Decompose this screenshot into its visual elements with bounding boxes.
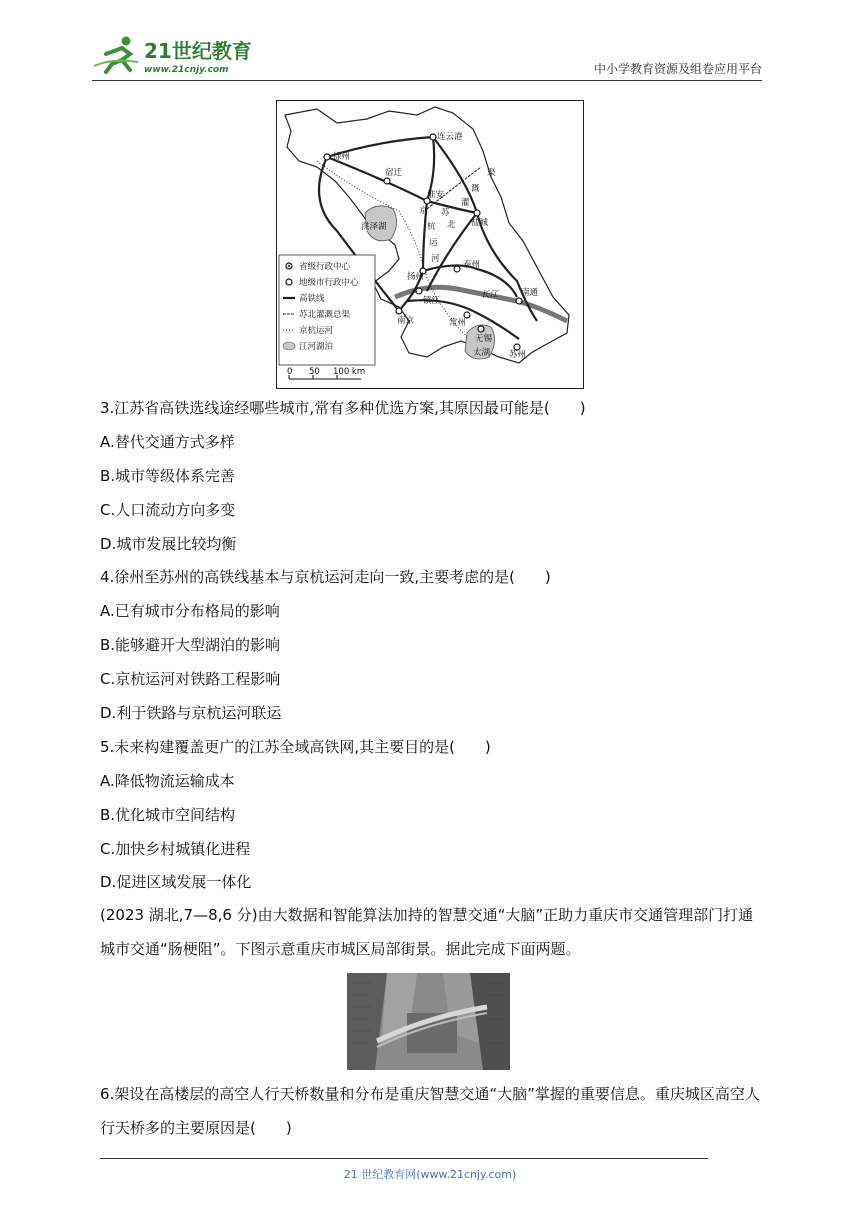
header-rule — [92, 80, 762, 81]
footer-text: 21 世纪教育网(www.21cnjy.com) — [343, 1168, 517, 1181]
question-4-option-a: A.已有城市分布格局的影响 — [100, 602, 280, 620]
question-3-option-c: C.人口流动方向多变 — [100, 501, 236, 519]
legend-water: 江河湖泊 — [299, 342, 334, 352]
logo-url: www.21cnjy.com — [144, 65, 229, 75]
label-nanjing: 南京 — [397, 316, 415, 326]
question-4-stem: 4.徐州至苏州的高铁线基本与京杭运河走向一致,主要考虑的是( ) — [100, 568, 551, 586]
legend-grand-canal: 京杭运河 — [299, 326, 334, 336]
label-suqian: 宿迁 — [385, 168, 403, 178]
label-qu-2: 溉 — [471, 184, 480, 194]
jiangsu-railway-map — [276, 100, 584, 389]
logo — [92, 34, 292, 76]
legend-prefecture-center: 地级市行政中心 — [299, 278, 359, 288]
label-canal-4: 河 — [431, 254, 440, 264]
label-huaian: 淮安 — [427, 190, 445, 200]
label-qu-1: 渠 — [487, 168, 496, 178]
label-changjiang: 长江 — [481, 290, 499, 300]
label-canal-1: 京 — [419, 206, 428, 216]
label-zhenjiang: 镇江 — [423, 296, 441, 306]
legend-railway: 高铁线 — [299, 294, 325, 304]
question-5-option-c: C.加快乡村城镇化进程 — [100, 840, 251, 858]
label-taizhou: 泰州 — [463, 260, 481, 270]
label-subei-2: 北 — [447, 220, 456, 230]
label-lianyungang: 连云港 — [437, 132, 463, 142]
footer-rule — [100, 1158, 708, 1159]
platform-title: 中小学教育资源及组卷应用平台 — [593, 62, 762, 76]
legend-irrigation-canal: 苏北灌溉总渠 — [299, 310, 351, 320]
label-wuxi: 无锡 — [475, 334, 493, 344]
label-hongze-lake: 洪泽湖 — [361, 222, 387, 232]
question-5-option-a: A.降低物流运输成本 — [100, 772, 235, 790]
label-yancheng: 盐城 — [471, 218, 489, 228]
runner-icon — [94, 37, 138, 73]
question-5-stem: 5.未来构建覆盖更广的江苏全域高铁网,其主要目的是( ) — [100, 738, 491, 756]
question-4-option-c: C.京杭运河对铁路工程影响 — [100, 670, 281, 688]
label-nantong: 南通 — [521, 288, 539, 298]
question-4-option-d: D.利于铁路与京杭运河联运 — [100, 704, 282, 722]
label-canal-2: 杭 — [427, 222, 436, 232]
question-5-option-b: B.优化城市空间结构 — [100, 806, 236, 824]
svg-text:50: 50 — [309, 367, 320, 377]
question-4-option-b: B.能够避开大型湖泊的影响 — [100, 636, 281, 654]
logo-text: 21世纪教育 — [144, 39, 252, 63]
question-3-option-d: D.城市发展比较均衡 — [100, 535, 237, 553]
chongqing-street-photo — [347, 973, 510, 1070]
scale-bar — [287, 367, 365, 379]
intro-paragraph: (2023 湖北,7—8,6 分)由大数据和智能算法加持的智慧交通“大脑”正助力重庆市交通管理部门打通城市交通“肠梗阻”。下图示意重庆市城区局部街景。据此完成下面两题。 — [100, 906, 754, 958]
question-3-stem: 3.江苏省高铁选线途经哪些城市,常有多种优选方案,其原因最可能是( ) — [100, 399, 586, 417]
label-canal-3: 运 — [429, 238, 438, 248]
question-6-stem: 6.架设在高楼层的高空人行天桥数量和分布是重庆智慧交通“大脑”掌握的重要信息。重庆城区高空人行天桥多的主要原因是( ) — [100, 1085, 760, 1137]
page-header — [92, 30, 762, 80]
label-yangzhou: 扬州 — [407, 272, 425, 282]
label-xuzhou: 徐州 — [333, 152, 351, 162]
label-subei-1: 苏 — [441, 208, 450, 218]
label-changzhou: 常州 — [449, 318, 467, 328]
label-qu-3: 灌 — [461, 198, 470, 208]
question-3-option-b: B.城市等级体系完善 — [100, 467, 236, 485]
question-5-option-d: D.促进区域发展一体化 — [100, 873, 252, 891]
label-suzhou: 苏州 — [509, 350, 527, 360]
svg-text:0: 0 — [287, 367, 293, 377]
question-3-option-a: A.替代交通方式多样 — [100, 433, 235, 451]
legend-provincial-center: 省级行政中心 — [299, 262, 351, 272]
svg-text:100 km: 100 km — [333, 367, 366, 377]
label-taihu: 太湖 — [473, 348, 491, 358]
